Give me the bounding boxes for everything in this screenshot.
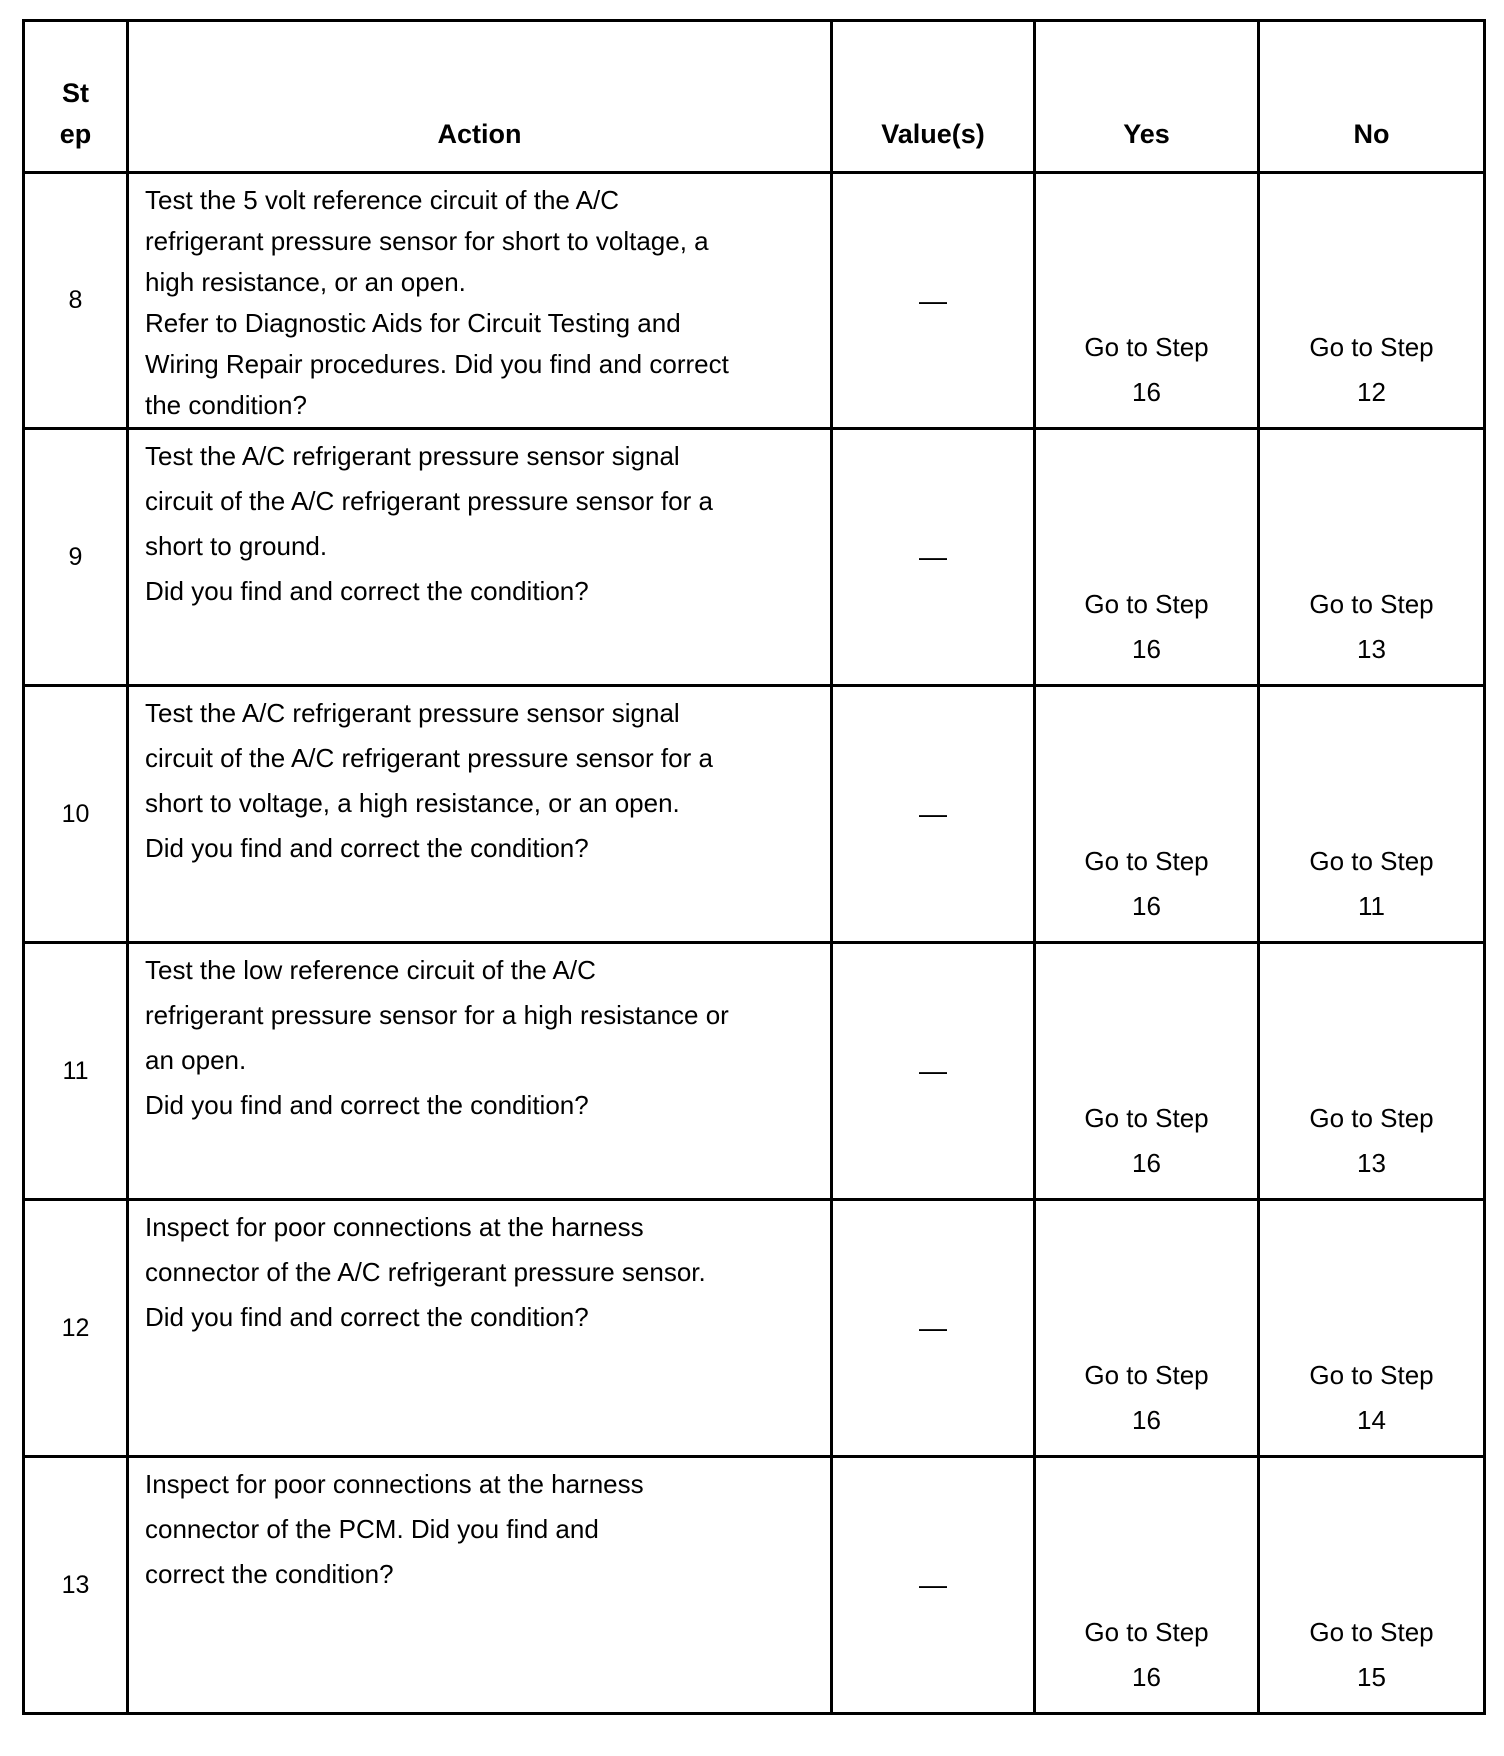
action-line: Refer to Diagnostic Aids for Circuit Testing and xyxy=(145,308,681,338)
column-header-yes: Yes xyxy=(1035,21,1259,173)
yes-goto-step-number: 16 xyxy=(1132,1148,1161,1178)
no-goto-cell xyxy=(1259,1200,1485,1457)
value-cell: — xyxy=(832,1457,1035,1714)
no-goto-step-number: 13 xyxy=(1357,1148,1386,1178)
yes-goto-cell xyxy=(1035,1457,1259,1714)
no-goto-cell xyxy=(1259,173,1485,429)
action-line: Test the A/C refrigerant pressure sensor signal xyxy=(145,441,680,471)
table-row xyxy=(24,686,1485,943)
table-header-row xyxy=(24,21,1485,173)
column-header-no: No xyxy=(1259,21,1485,173)
value-cell: — xyxy=(832,943,1035,1200)
step-number: 11 xyxy=(24,943,128,1200)
yes-goto-cell xyxy=(1035,429,1259,686)
yes-goto-label: Go to Step xyxy=(1084,1103,1209,1133)
table-row xyxy=(24,173,1485,429)
table-row xyxy=(24,1200,1485,1457)
yes-goto-step-number: 16 xyxy=(1132,634,1161,664)
no-goto-cell xyxy=(1259,429,1485,686)
action-line: an open. xyxy=(145,1045,247,1075)
yes-goto-step-number: 16 xyxy=(1132,1405,1161,1435)
yes-goto-label: Go to Step xyxy=(1084,1617,1209,1647)
yes-goto-label: Go to Step xyxy=(1084,589,1209,619)
yes-goto-step-number: 16 xyxy=(1132,891,1161,921)
action-cell xyxy=(128,1457,832,1714)
step-number: 12 xyxy=(24,1200,128,1457)
action-line: Did you find and correct the condition? xyxy=(145,1090,589,1120)
action-line: Test the low reference circuit of the A/C xyxy=(145,955,596,985)
no-goto-step-number: 11 xyxy=(1358,891,1385,921)
action-line: the condition? xyxy=(145,390,307,420)
action-line: high resistance, or an open. xyxy=(145,267,466,297)
yes-goto-label: Go to Step xyxy=(1084,332,1209,362)
no-goto-label: Go to Step xyxy=(1309,1360,1434,1390)
action-line: refrigerant pressure sensor for a high resistance or xyxy=(145,1000,729,1030)
yes-goto-step-number: 16 xyxy=(1132,377,1161,407)
no-goto-label: Go to Step xyxy=(1309,332,1434,362)
action-line: circuit of the A/C refrigerant pressure sensor for a xyxy=(145,486,713,516)
yes-goto-label: Go to Step xyxy=(1084,1360,1209,1390)
step-number: 8 xyxy=(24,173,128,429)
no-goto-step-number: 14 xyxy=(1357,1405,1386,1435)
column-header-step-line1: St xyxy=(62,78,89,108)
column-header-step xyxy=(24,21,128,173)
table-row xyxy=(24,1457,1485,1714)
step-number: 13 xyxy=(24,1457,128,1714)
table-row xyxy=(24,943,1485,1200)
action-line: Inspect for poor connections at the harness xyxy=(145,1212,644,1242)
yes-goto-step-number: 16 xyxy=(1132,1662,1161,1692)
no-goto-cell xyxy=(1259,1457,1485,1714)
column-header-step-line2: ep xyxy=(59,119,92,149)
action-line: short to ground. xyxy=(145,531,328,561)
action-line: short to voltage, a high resistance, or an open. xyxy=(145,788,680,818)
no-goto-label: Go to Step xyxy=(1309,1617,1434,1647)
no-goto-step-number: 15 xyxy=(1357,1662,1386,1692)
column-header-action: Action xyxy=(128,21,832,173)
action-cell xyxy=(128,429,832,686)
action-line: refrigerant pressure sensor for short to voltage, a xyxy=(145,226,709,256)
action-line: connector of the A/C refrigerant pressure sensor. xyxy=(145,1257,706,1287)
value-cell: — xyxy=(832,429,1035,686)
action-line: correct the condition? xyxy=(145,1559,394,1589)
action-cell xyxy=(128,686,832,943)
no-goto-step-number: 12 xyxy=(1357,377,1386,407)
no-goto-cell xyxy=(1259,943,1485,1200)
value-cell: — xyxy=(832,173,1035,429)
table-row xyxy=(24,429,1485,686)
action-cell xyxy=(128,943,832,1200)
yes-goto-label: Go to Step xyxy=(1084,846,1209,876)
value-cell: — xyxy=(832,686,1035,943)
yes-goto-cell xyxy=(1035,173,1259,429)
no-goto-step-number: 13 xyxy=(1357,634,1386,664)
action-line: Test the A/C refrigerant pressure sensor signal xyxy=(145,698,680,728)
action-line: connector of the PCM. Did you find and xyxy=(145,1514,599,1544)
yes-goto-cell xyxy=(1035,943,1259,1200)
diagnostic-table xyxy=(22,19,1486,1715)
step-number: 10 xyxy=(24,686,128,943)
column-header-values: Value(s) xyxy=(832,21,1035,173)
value-cell: — xyxy=(832,1200,1035,1457)
table-body xyxy=(24,173,1485,1714)
action-cell xyxy=(128,173,832,429)
yes-goto-cell xyxy=(1035,686,1259,943)
no-goto-label: Go to Step xyxy=(1309,846,1434,876)
action-line: Did you find and correct the condition? xyxy=(145,833,589,863)
yes-goto-cell xyxy=(1035,1200,1259,1457)
action-line: Wiring Repair procedures. Did you find and correct xyxy=(145,349,729,379)
action-line: Inspect for poor connections at the harness xyxy=(145,1469,644,1499)
action-line: circuit of the A/C refrigerant pressure sensor for a xyxy=(145,743,713,773)
step-number: 9 xyxy=(24,429,128,686)
action-line: Did you find and correct the condition? xyxy=(145,1302,589,1332)
no-goto-label: Go to Step xyxy=(1309,1103,1434,1133)
no-goto-label: Go to Step xyxy=(1309,589,1434,619)
action-line: Did you find and correct the condition? xyxy=(145,576,589,606)
action-line: Test the 5 volt reference circuit of the A/C xyxy=(145,185,620,215)
no-goto-cell xyxy=(1259,686,1485,943)
action-cell xyxy=(128,1200,832,1457)
